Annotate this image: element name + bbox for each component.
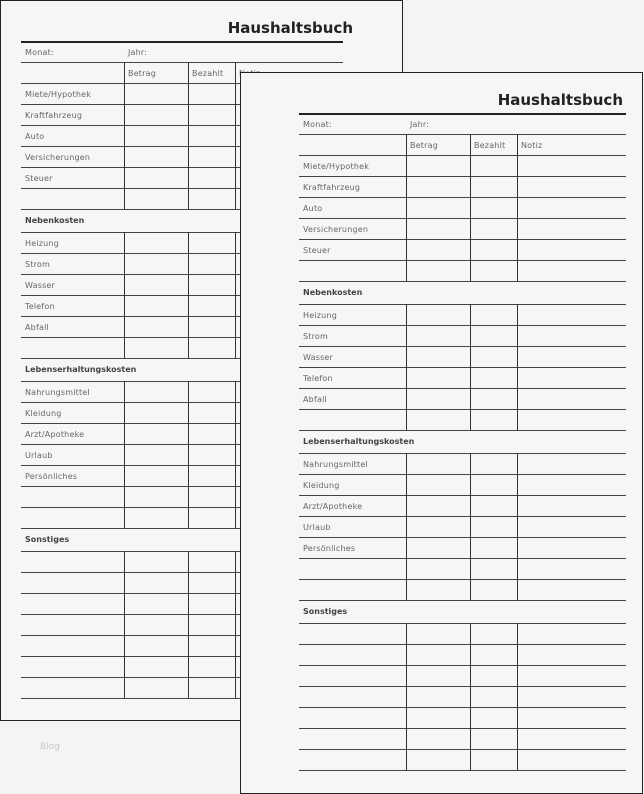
row-label: Persönliches <box>303 544 356 553</box>
column-divider <box>517 134 518 155</box>
column-divider <box>470 134 471 155</box>
table-row[interactable] <box>299 304 626 325</box>
row-label: Strom <box>303 332 329 341</box>
table-row[interactable] <box>299 367 626 388</box>
row-label: Steuer <box>25 174 53 183</box>
row-label: Auto <box>25 132 45 141</box>
table-row[interactable] <box>299 218 626 239</box>
row-label: Urlaub <box>303 523 331 532</box>
document-title: Haushaltsbuch <box>227 19 353 37</box>
column-divider <box>406 453 407 600</box>
row-label: Abfall <box>25 323 49 332</box>
column-divider <box>188 83 189 209</box>
table-row[interactable] <box>299 728 626 749</box>
table-row[interactable] <box>299 239 626 260</box>
table-row[interactable] <box>299 516 626 537</box>
row-label: Versicherungen <box>25 153 91 162</box>
row-label: Versicherungen <box>303 225 369 234</box>
header-rule <box>21 62 343 63</box>
row-rule <box>299 430 626 431</box>
column-header-bezahlt: Bezahlt <box>474 141 506 150</box>
column-divider <box>188 551 189 698</box>
month-label: Monat: <box>25 48 54 57</box>
column-divider <box>470 623 471 770</box>
column-divider <box>124 83 125 209</box>
section-header: Nebenkosten <box>303 288 363 297</box>
title-rule <box>299 113 626 115</box>
table-row[interactable] <box>299 260 626 281</box>
row-label: Heizung <box>303 311 337 320</box>
column-divider <box>517 623 518 770</box>
section-header: Nebenkosten <box>25 216 85 225</box>
column-divider <box>517 155 518 281</box>
year-label: Jahr: <box>128 48 148 57</box>
section-header: Lebenserhaltungskosten <box>25 365 137 374</box>
row-label: Nahrungsmittel <box>303 460 368 469</box>
table-row[interactable] <box>299 325 626 346</box>
row-rule <box>299 600 626 601</box>
table-row[interactable] <box>299 495 626 516</box>
column-divider <box>517 453 518 600</box>
column-divider <box>517 304 518 430</box>
month-label: Monat: <box>303 120 332 129</box>
table-row[interactable] <box>299 579 626 600</box>
column-header-betrag: Betrag <box>128 69 157 78</box>
row-label: Auto <box>303 204 323 213</box>
section-header: Lebenserhaltungskosten <box>303 437 415 446</box>
column-divider <box>235 83 236 209</box>
form-page-front <box>240 72 643 794</box>
title-rule <box>21 41 343 43</box>
row-label: Wasser <box>303 353 334 362</box>
column-divider <box>406 304 407 430</box>
row-label: Strom <box>25 260 51 269</box>
table-row[interactable] <box>299 453 626 474</box>
table-row[interactable] <box>299 665 626 686</box>
form-template <box>241 73 642 793</box>
column-divider <box>406 155 407 281</box>
row-label: Kraftfahrzeug <box>303 183 361 192</box>
table-row[interactable] <box>299 197 626 218</box>
column-header-betrag: Betrag <box>410 141 439 150</box>
row-label: Wasser <box>25 281 56 290</box>
row-label: Abfall <box>303 395 327 404</box>
row-label: Kleidung <box>303 481 340 490</box>
table-row[interactable] <box>299 176 626 197</box>
row-label: Kleidung <box>25 409 62 418</box>
section-header: Sonstiges <box>25 535 70 544</box>
column-divider <box>124 381 125 528</box>
column-divider <box>406 623 407 770</box>
column-divider <box>470 304 471 430</box>
table-row[interactable] <box>299 409 626 430</box>
row-label: Telefon <box>303 374 333 383</box>
document-title: Haushaltsbuch <box>497 91 623 109</box>
row-rule <box>299 281 626 282</box>
section-header: Sonstiges <box>303 607 348 616</box>
row-label: Telefon <box>25 302 55 311</box>
table-row[interactable] <box>299 644 626 665</box>
column-divider <box>235 232 236 358</box>
column-divider <box>124 62 125 83</box>
row-label: Miete/Hypothek <box>25 90 92 99</box>
table-row[interactable] <box>299 686 626 707</box>
row-label: Arzt/Apotheke <box>25 430 85 439</box>
row-label: Heizung <box>25 239 59 248</box>
row-label: Arzt/Apotheke <box>303 502 363 511</box>
column-header-bezahlt: Bezahlt <box>192 69 224 78</box>
table-row[interactable] <box>299 388 626 409</box>
column-divider <box>124 551 125 698</box>
table-row[interactable] <box>299 155 626 176</box>
watermark-text: Blog <box>40 742 60 752</box>
column-divider <box>188 62 189 83</box>
column-divider <box>470 453 471 600</box>
column-divider <box>470 155 471 281</box>
table-row[interactable] <box>299 623 626 644</box>
column-divider <box>235 381 236 528</box>
table-row[interactable] <box>299 707 626 728</box>
row-label: Persönliches <box>25 472 78 481</box>
column-divider <box>235 551 236 698</box>
table-row[interactable] <box>299 749 626 770</box>
row-label: Steuer <box>303 246 331 255</box>
table-row[interactable] <box>299 474 626 495</box>
column-divider <box>188 232 189 358</box>
row-label: Urlaub <box>25 451 53 460</box>
row-rule <box>299 770 626 771</box>
year-label: Jahr: <box>410 120 430 129</box>
column-divider <box>406 134 407 155</box>
header-rule <box>299 134 626 135</box>
column-divider <box>124 232 125 358</box>
row-label: Miete/Hypothek <box>303 162 370 171</box>
column-divider <box>235 62 236 83</box>
table-row[interactable] <box>299 537 626 558</box>
column-divider <box>188 381 189 528</box>
row-label: Kraftfahrzeug <box>25 111 83 120</box>
column-header-notiz: Notiz <box>521 141 543 150</box>
table-row[interactable] <box>299 346 626 367</box>
row-label: Nahrungsmittel <box>25 388 90 397</box>
table-row[interactable] <box>299 558 626 579</box>
